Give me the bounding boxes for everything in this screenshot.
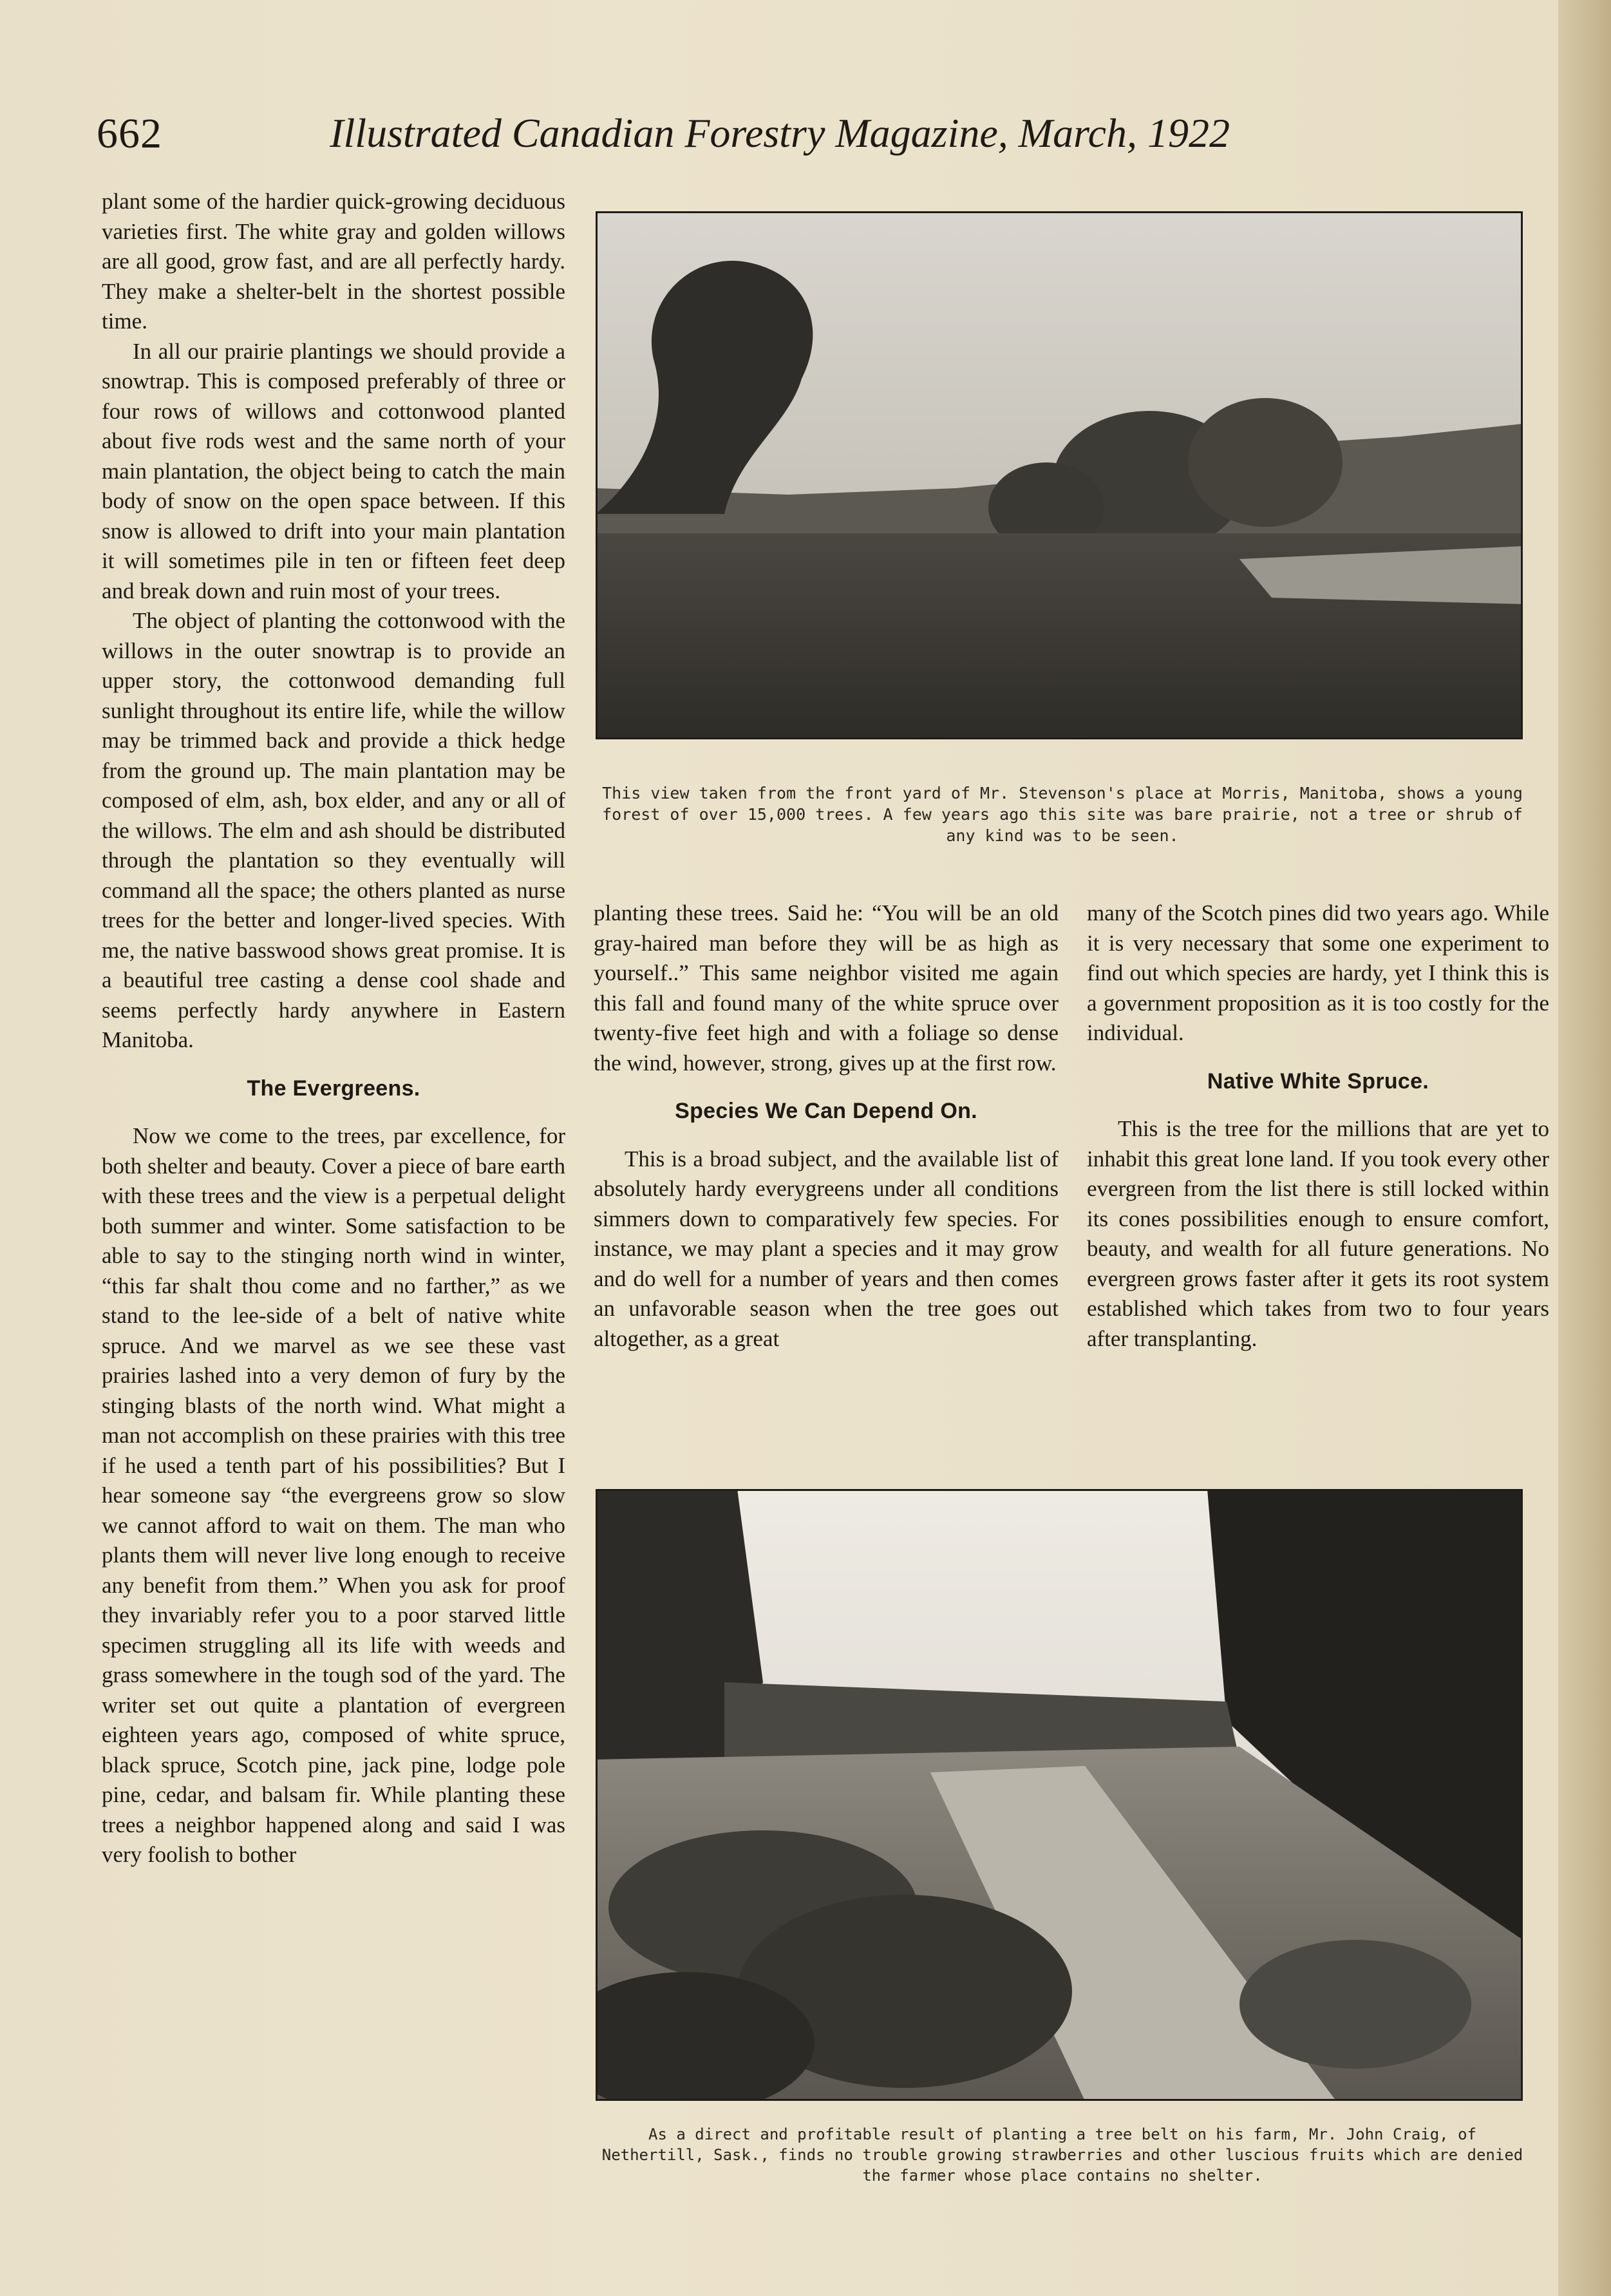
paragraph: In all our prairie plantings we should provide a snowtrap. This is composed preferably of three or four rows of willows and cottonwood planted about five rods west and the same north of your main plantation, the object being to catch the main body of snow on the open space between. If this snow is allowed to drift into your main plantation it will sometimes pile in ten or fifteen feet deep and break down and ruin most of your trees. — [102, 338, 565, 603]
paragraph: This is the tree for the millions that are yet to inhabit this great lone land. If you took every other evergreen from the list there is still locked within its cones possibilities enough to ensure comfort, beauty, and wealth for all future generations. No evergreen grows faster after it gets its root system established which takes from two to four years after transplanting. — [1087, 1116, 1549, 1351]
section-heading-white-spruce: Native White Spruce. — [1207, 1068, 1429, 1094]
paragraph: planting these trees. Said he: “You will be an old gray-haired man before they will be as high as yourself..” This same neighbor visited me again this fall and found many of the white spruce over twenty-five feet high and with a foliage so dense the wind, however, strong, gives up at the first row. — [594, 900, 1059, 1076]
paragraph: The object of planting the cottonwood with the willows in the outer snowtrap is to provide an upper story, the cottonwood demanding full sunlight throughout its entire life, while the willow may be trimmed back and provide a thick hedge from the ground up. The main plantation may be composed of elm, ash, box elder, and any or all of the willows. The elm and ash should be distributed through the plantation so they eventually will command all the space; the others planted as nurse trees for the better and longer-lived species. With me, the native basswood shows great promise. It is a beautiful tree casting a dense cool shade and seems perfectly hardy anywhere in Eastern Manitoba. — [102, 608, 565, 1052]
left-column — [102, 187, 565, 1870]
paragraph: many of the Scotch pines did two years ago. While it is very necessary that some one experiment to find out which species are hardy, yet I think this is a government proposition as it is too costly for the individual. — [1087, 900, 1549, 1045]
paragraph: Now we come to the trees, par excellence, for both shelter and beauty. Cover a piece of bare earth with these trees and the view is a perpetual delight both summer and winter. Some satisfaction to be able to say to the stinging north wind in winter, “this far shalt thou come and no farther,” as we stand to the lee-side of a belt of native white spruce. And we marvel as we see these vast prairies lashed into a very demon of fury by the stinging blasts of the north wind. What might a man not accomplish on these prairies with this tree if he used a tenth part of his possibilities? But I hear someone say “the evergreens grow so slow we cannot afford to wait on them. The man who plants them will never live long enough to receive any benefit from them.” When you ask for proof they invariably refer you to a poor starved little specimen struggling all its life with weeds and grass somewhere in the tough sod of the yard. The writer set out quite a plantation of evergreen eighteen years ago, composed of white spruce, black spruce, Scotch pine, jack pine, lodge pole pine, cedar, and balsam fir. While planting these trees a neighbor happened along and said I was very foolish to bother — [102, 1123, 565, 1867]
middle-column — [594, 898, 1059, 1354]
section-heading-evergreens: The Evergreens. — [247, 1076, 420, 1101]
page-gutter — [1558, 0, 1611, 2296]
page-number: 662 — [97, 110, 162, 157]
right-column — [1087, 898, 1549, 1354]
photo-caption-bottom: As a direct and profitable result of planting a tree belt on his farm, Mr. John Craig, of Nethertill, Sask., finds no trouble growing strawberries and other luscious fruits which are denied the farmer whose place contains no shelter. — [601, 2125, 1523, 2185]
page-header — [97, 109, 1230, 167]
running-title: Illustrated Canadian Forestry Magazine, March, 1922 — [330, 110, 1230, 156]
paragraph: plant some of the hardier quick-growing deciduous varieties first. The white gray and golden willows are all good, grow fast, and are all perfectly hardy. They make a shelter-belt in the shortest possible time. — [102, 189, 565, 334]
photo-craig-strawberries — [596, 1489, 1523, 2101]
section-heading-species: Species We Can Depend On. — [675, 1099, 977, 1123]
paragraph: This is a broad subject, and the available list of absolutely hardy everygreens under all conditions simmers down to comparatively few species. For instance, we may plant a species and it may grow and do well for a number of years and then comes an unfavorable season when the tree goes out altogether, as a great — [594, 1146, 1059, 1351]
photo-morris-forest — [596, 211, 1523, 739]
photo-caption-top: This view taken from the front yard of Mr. Stevenson's place at Morris, Manitoba, shows a young forest of over 15,000 trees. A few years ago this site was bare prairie, not a tree or shrub of any kind was to be seen. — [602, 784, 1523, 845]
